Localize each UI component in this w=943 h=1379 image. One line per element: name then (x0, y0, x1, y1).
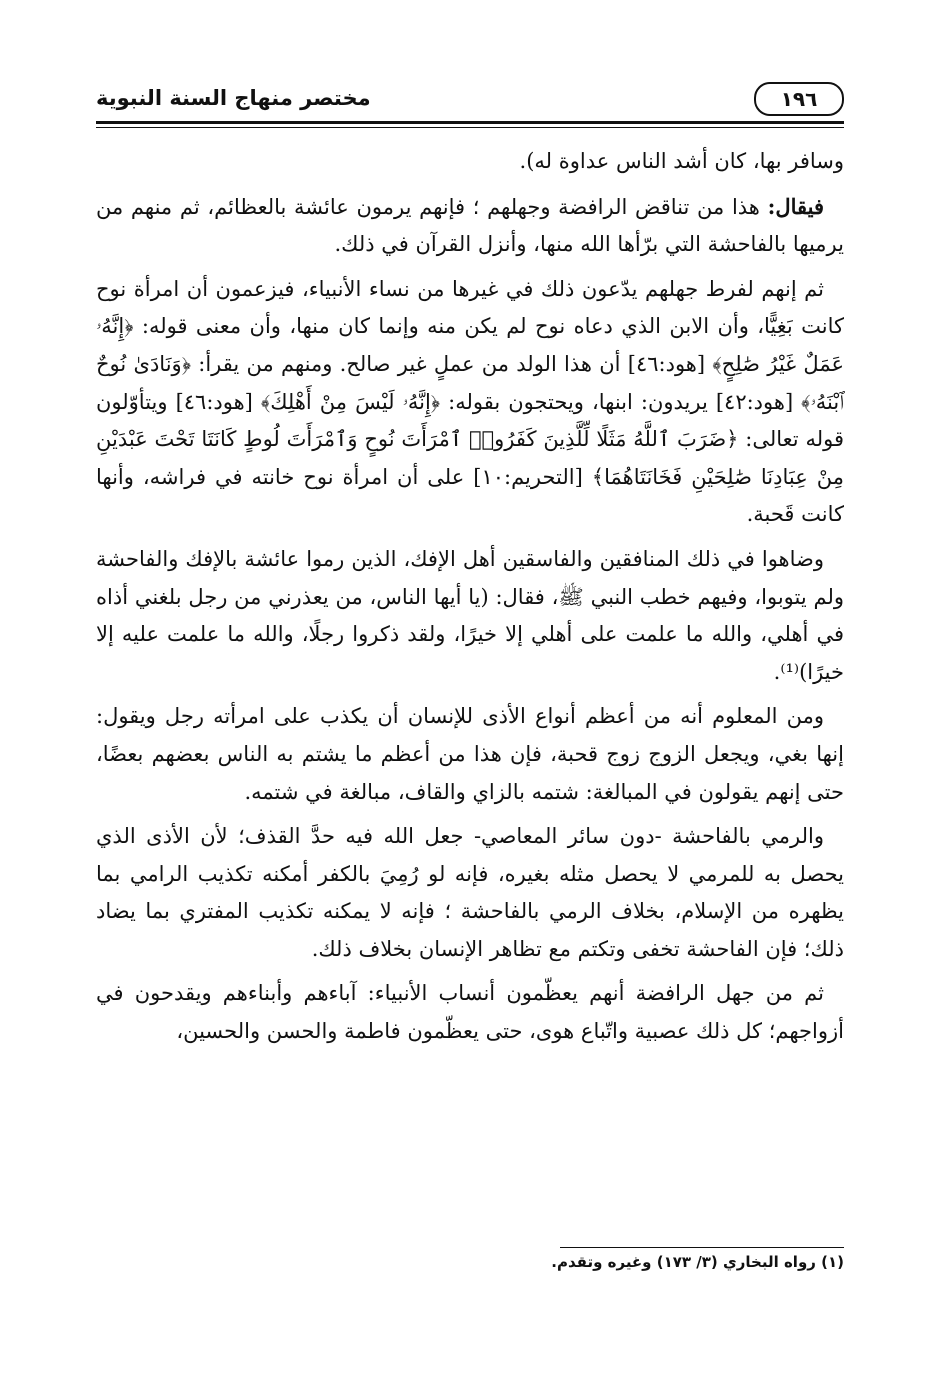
paragraph: ثم إنهم لفرط جهلهم يدّعون ذلك في غيرها من نساء الأنبياء، فيزعمون أن امرأة نوح كانت بَغِيًّا، وأن الابن الذي دعاه نوح لم يكن منه وإنما كان منها، وأن معنى قوله: ﴿إِنَّهُۥ عَمَلٌ غَيْرُ صَٰلِحٍ﴾ [هود:٤٦] أن هذا الولد من عملٍ غير صالح. ومنهم من يقرأ: ﴿وَنَادَىٰ نُوحٌ ٱبْنَهُۥ﴾ [هود:٤٢] يريدون: ابنها، ويحتجون بقوله: ﴿إِنَّهُۥ لَيْسَ مِنْ أَهْلِكَ﴾ [هود:٤٦] ويتأوّلون قوله تعالى: ﴿ضَرَبَ ٱللَّهُ مَثَلًا لِّلَّذِينَ كَفَرُوا۟ ٱمْرَأَتَ نُوحٍ وَٱمْرَأَتَ لُوطٍ كَانَتَا تَحْتَ عَبْدَيْنِ مِنْ عِبَادِنَا صَٰلِحَيْنِ فَخَانَتَاهُمَا﴾ [التحريم:١٠] على أن امرأة نوح خانته في فراشه، وأنها كانت قَحبة. (96, 276, 844, 527)
page-number: ١٩٦ (754, 82, 844, 116)
paragraph: وضاهوا في ذلك المنافقين والفاسقين أهل الإفك، الذين رموا عائشة بالإفك والفاحشة ولم يتوبوا، وفيهم خطب النبي ﷺ، فقال: (يا أيها الناس، من يعذرني من رجل بلغني أذاه في أهلي، والله ما علمت على أهلي إلا خيرًا، ولقد ذكروا رجلًا، والله ما علمت عليه إلا خيرًا)⁽¹⁾. (96, 546, 844, 684)
page-header (96, 82, 844, 122)
paragraph-lead: فيقال: (767, 193, 824, 219)
footnote-rule (560, 1247, 844, 1248)
header-rule-thick (96, 121, 844, 124)
paragraph: ومن المعلوم أنه من أعظم أنواع الأذى للإنسان أن يكذب على امرأته رجل ويقول: إنها بغي، ويجعل الزوج زوج قحبة، فإن هذا من أعظم ما يشتم به الناس بعضهم بعضًا، حتى إنهم يقولون في المبالغة: شتمه بالزاي والقاف، مبالغة في شتمه. (96, 704, 844, 804)
paragraph: والرمي بالفاحشة -دون سائر المعاصي- جعل الله فيه حدَّ القذف؛ لأن الأذى الذي يحصل به للمرمي لا يحصل مثله بغيره، فإنه لو رُمِيَ بالكفر أمكنه تكذيب الرامي بما يظهره من الإسلام، بخلاف الرمي بالفاحشة ؛ فإنه لا يمكنه تكذيب المفتري بما يضاد ذلك؛ فإن الفاحشة تخفى وتكتم مع تظاهر الإنسان بخلاف ذلك. (96, 824, 844, 961)
paragraph: ثم من جهل الرافضة أنهم يعظّمون أنساب الأنبياء: آباءهم وأبناءهم ويقدحون في أزواجهم؛ كل ذلك عصبية واتّباع هوى، حتى يعظّمون فاطمة والحسن والحسين، (96, 981, 844, 1044)
paragraph-text: هذا من تناقض الرافضة وجهلهم ؛ فإنهم يرمون عائشة بالعظائم، ثم منهم من يرميها بالفاحشة التي برّأها الله منها، وأنزل القرآن في ذلك. (96, 194, 844, 257)
footnote: (١) رواه البخاري (٣/ ١٧٣) وغيره وتقدم. (551, 1253, 844, 1271)
paragraph (96, 188, 844, 264)
book-title: مختصر منهاج السنة النبوية (96, 86, 371, 110)
header-rule-thin (96, 127, 844, 128)
body-text (96, 143, 844, 1058)
paragraph: وسافر بها، كان أشد الناس عداوة له). (519, 149, 844, 173)
